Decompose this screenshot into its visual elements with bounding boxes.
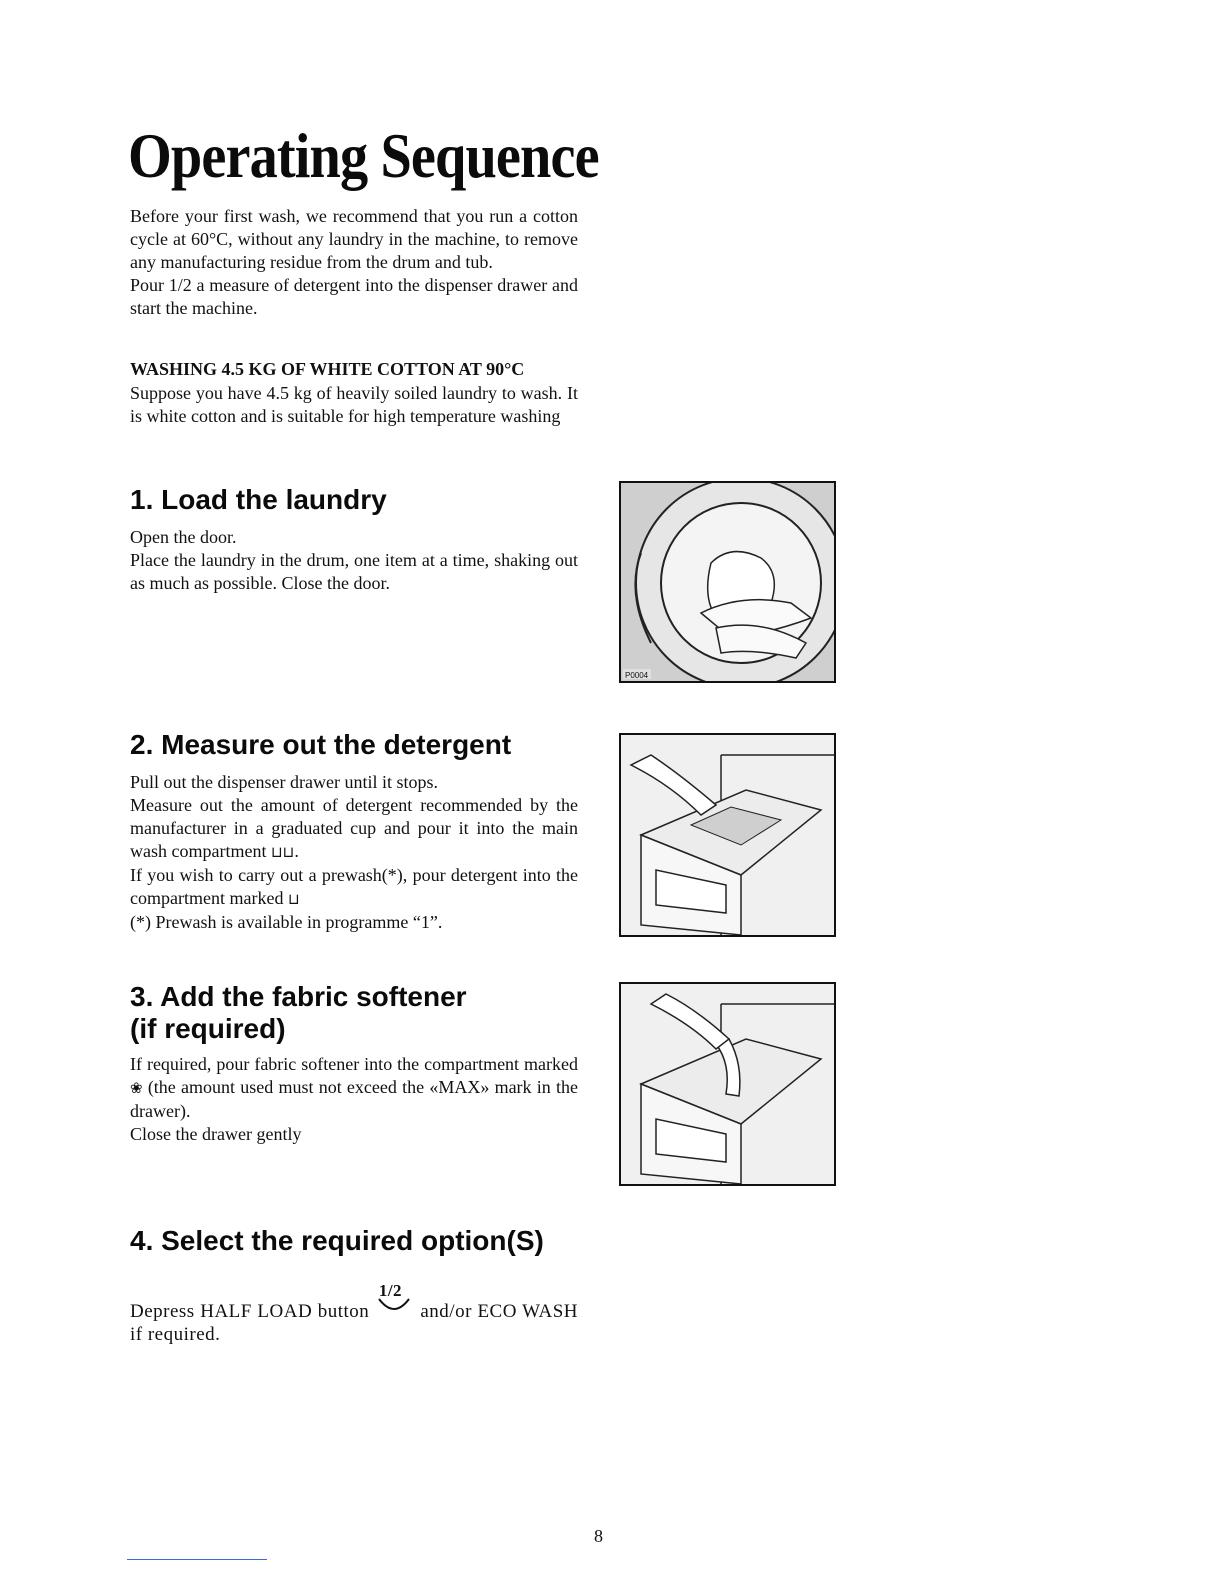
washing-text	[130, 382, 578, 428]
step-2-line-3: If you wish to carry out a prewash(*), pour detergent into the compartment marked ⊔	[130, 864, 578, 911]
fabric-softener-flower-icon: ❀	[130, 1079, 143, 1097]
step-1-heading: 1. Load the laundry	[130, 484, 387, 515]
step-1-line-2: Place the laundry in the drum, one item at a time, shaking out as much as possible. Close the door.	[130, 550, 578, 593]
load-laundry-drawing	[621, 483, 834, 681]
step-2-line-1: Pull out the dispenser drawer until it stops.	[130, 772, 438, 792]
figure-label: P0004	[625, 671, 649, 680]
intro-paragraph-1: Before your first wash, we recommend that you run a cotton cycle at 60°C, without any laundry in the machine, to remove any manufacturing residue from the drum and tub.	[130, 206, 578, 272]
prewash-compartment-icon: ⊔	[287, 890, 300, 908]
washing-heading: WASHING 4.5 KG OF WHITE COTTON AT 90°C	[130, 359, 525, 379]
step-2-line-2: Measure out the amount of detergent recommended by the manufacturer in a graduated cup and pour it into the main wash compartment ⊔⊔.	[130, 794, 578, 864]
footer-rule	[127, 1559, 267, 1560]
washing-paragraph: Suppose you have 4.5 kg of heavily soiled laundry to wash. It is white cotton and is suitable for high temperature washing	[130, 383, 578, 426]
step-2-heading: 2. Measure out the detergent	[130, 729, 512, 760]
step-3-text	[130, 1053, 578, 1146]
step-4-text	[130, 1281, 578, 1346]
load-laundry-illustration	[619, 481, 836, 683]
step-1-line-1: Open the door.	[130, 527, 237, 547]
fabric-softener-drawing	[621, 984, 834, 1184]
step-3-heading-line-1: 3. Add the fabric softener	[130, 981, 467, 1012]
page-title: Operating Sequence	[128, 120, 599, 191]
detergent-drawer-illustration	[619, 733, 836, 937]
step-3-heading	[130, 981, 467, 1045]
step-3-heading-line-2: (if required)	[130, 1013, 286, 1044]
step-1-text	[130, 526, 578, 595]
step-4-heading: 4. Select the required option(S)	[130, 1225, 544, 1256]
step-3-line-1: If required, pour fabric softener into the compartment marked ❀ (the amount used must not exceed the «MAX» mark in the drawer).	[130, 1054, 579, 1121]
main-wash-compartment-icon: ⊔⊔	[270, 843, 295, 861]
half-load-icon: 1/2	[375, 1293, 415, 1319]
page-number: 8	[594, 1526, 603, 1546]
step-2-line-4: (*) Prewash is available in programme “1”.	[130, 912, 443, 932]
step-2-text	[130, 771, 578, 934]
fabric-softener-illustration	[619, 982, 836, 1186]
detergent-drawer-drawing	[621, 735, 834, 935]
step-3-line-2: Close the drawer gently	[130, 1124, 302, 1144]
intro-text	[130, 205, 578, 320]
intro-paragraph-2: Pour 1/2 a measure of detergent into the dispenser drawer and start the machine.	[130, 275, 578, 318]
step-4-line: Depress HALF LOAD button 1/2 and/or ECO WASH if required.	[130, 1281, 578, 1345]
